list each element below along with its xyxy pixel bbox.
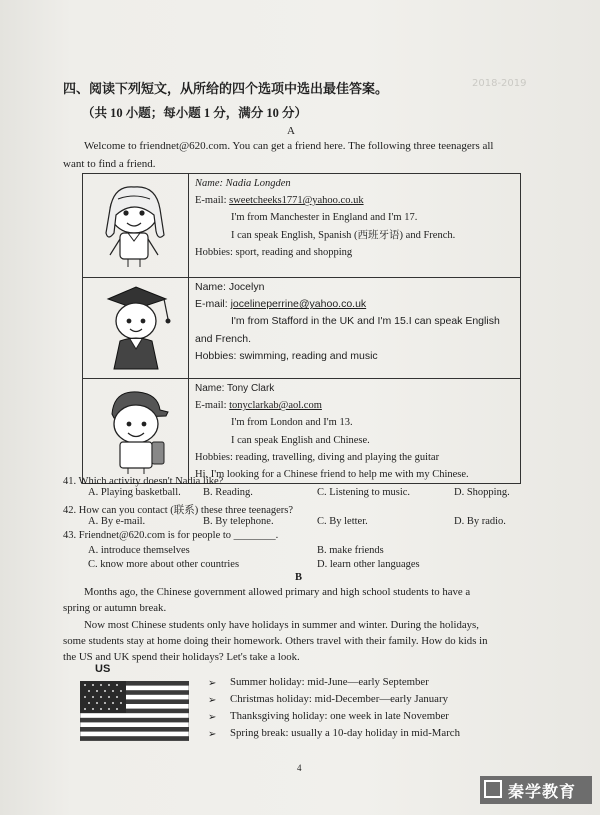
graduate-cartoon-icon xyxy=(84,279,187,372)
logo-mark-icon xyxy=(484,780,502,798)
profile-email: tonyclarkab@aol.com xyxy=(229,400,322,412)
question-42: 42. How can you contact (联系) these three teenagers? xyxy=(63,505,294,516)
q41-option-a: A. Playing basketball. xyxy=(88,487,181,498)
passage-b-label: B xyxy=(295,572,303,583)
profile-line1: I'm from Stafford in the UK and I'm 15.I can speak English xyxy=(231,315,500,328)
profile-hobbies: Hobbies: sport, reading and shopping xyxy=(195,246,353,258)
us-label: US xyxy=(95,663,111,675)
q41-option-d: D. Shopping. xyxy=(454,487,510,498)
holiday-item: Summer holiday: mid-June—early September xyxy=(230,676,429,688)
holiday-item: Christmas holiday: mid-December—early January xyxy=(230,693,448,705)
passage-a-label: A xyxy=(287,125,295,137)
q43-option-d: D. learn other languages xyxy=(317,559,420,570)
watermark-logo xyxy=(480,776,592,804)
q42-option-d: D. By radio. xyxy=(454,516,506,527)
profile-name: Name: Jocelyn xyxy=(195,281,265,293)
passage-a-intro-line1: Welcome to friendnet@620.com. You can get a friend here. The following three teenagers all xyxy=(84,140,494,152)
profile-photo xyxy=(83,379,189,484)
profile-line2: I can speak English and Chinese. xyxy=(231,434,370,446)
profile-email: sweetcheeks1771@yahoo.co.uk xyxy=(229,195,364,207)
profile-name: Name: Nadia Longden xyxy=(195,178,291,189)
q42-option-b: B. By telephone. xyxy=(203,516,274,527)
profile-line1: I'm from London and I'm 13. xyxy=(231,417,353,429)
profile-details xyxy=(189,174,521,278)
profile-line2: I can speak English, Spanish (西班牙语) and French. xyxy=(231,229,456,241)
question-43: 43. Friendnet@620.com is for people to ________. xyxy=(63,530,279,541)
profile-row-tony xyxy=(83,379,521,484)
passage-b-p2-line3: the US and UK spend their holidays? Let's take a look. xyxy=(63,651,300,663)
passage-b-p1-line2: spring or autumn break. xyxy=(63,602,167,614)
profile-line1: I'm from Manchester in England and I'm 17. xyxy=(231,212,418,224)
arrow-bullet-icon: ➢ xyxy=(208,712,217,723)
q43-option-b: B. make friends xyxy=(317,545,384,556)
profile-hobbies: Hobbies: swimming, reading and music xyxy=(195,349,378,362)
us-flag-icon xyxy=(80,681,189,741)
q41-option-c: C. Listening to music. xyxy=(317,487,411,498)
profile-email-line: E-mail: jocelineperrine@yahoo.co.uk xyxy=(195,298,367,311)
profile-name: Name: Tony Clark xyxy=(195,383,275,394)
profile-details xyxy=(189,379,521,484)
q42-option-a: A. By e-mail. xyxy=(88,516,146,527)
page-number: 4 xyxy=(297,763,302,773)
profile-extra: Hi, I'm looking for a Chinese friend to help me with my Chinese. xyxy=(195,469,469,481)
section-subheading: （共 10 小题；每小题 1 分，满分 10 分） xyxy=(82,106,308,120)
arrow-bullet-icon: ➢ xyxy=(208,695,217,706)
bleed-through: 2018-2019 xyxy=(472,78,527,89)
profile-email-line: E-mail: sweetcheeks1771@yahoo.co.uk xyxy=(195,195,364,207)
profile-row-jocelyn xyxy=(83,278,521,379)
profile-line2: and French. xyxy=(195,332,252,345)
profile-email: jocelineperrine@yahoo.co.uk xyxy=(230,298,367,311)
profile-row-nadia xyxy=(83,174,521,278)
passage-b-p1-line1: Months ago, the Chinese government allowed primary and high school students to have a xyxy=(84,586,471,598)
profile-photo xyxy=(83,278,189,379)
holiday-item: Thanksgiving holiday: one week in late November xyxy=(230,710,449,722)
passage-b-p2-line1: Now most Chinese students only have holidays in summer and winter. During the holidays, xyxy=(84,619,479,631)
q43-option-c: C. know more about other countries xyxy=(88,559,240,570)
arrow-bullet-icon: ➢ xyxy=(208,678,217,689)
holiday-item: Spring break: usually a 10-day holiday in mid-March xyxy=(230,727,460,739)
passage-a-intro-line2: want to find a friend. xyxy=(63,158,156,170)
boy-cartoon-icon xyxy=(84,380,187,476)
watermark-text: 秦学教育 xyxy=(508,782,577,801)
question-41: 41. Which activity doesn't Nadia like? xyxy=(63,476,224,487)
arrow-bullet-icon: ➢ xyxy=(208,729,217,740)
q42-option-c: C. By letter. xyxy=(317,516,368,527)
section-heading: 四、阅读下列短文，从所给的四个选项中选出最佳答案。 xyxy=(63,81,389,96)
girl-cartoon-icon xyxy=(84,175,187,271)
passage-b-p2-line2: some students stay at home doing their homework. Others travel with their family. How do kids in xyxy=(63,635,488,647)
profile-email-line: E-mail: tonyclarkab@aol.com xyxy=(195,400,322,412)
profile-hobbies: Hobbies: reading, travelling, diving and playing the guitar xyxy=(195,451,440,463)
q43-option-a: A. introduce themselves xyxy=(88,545,190,556)
profile-photo xyxy=(83,174,189,278)
profile-details xyxy=(189,278,521,379)
profiles-table xyxy=(82,173,521,484)
q41-option-b: B. Reading. xyxy=(203,487,253,498)
